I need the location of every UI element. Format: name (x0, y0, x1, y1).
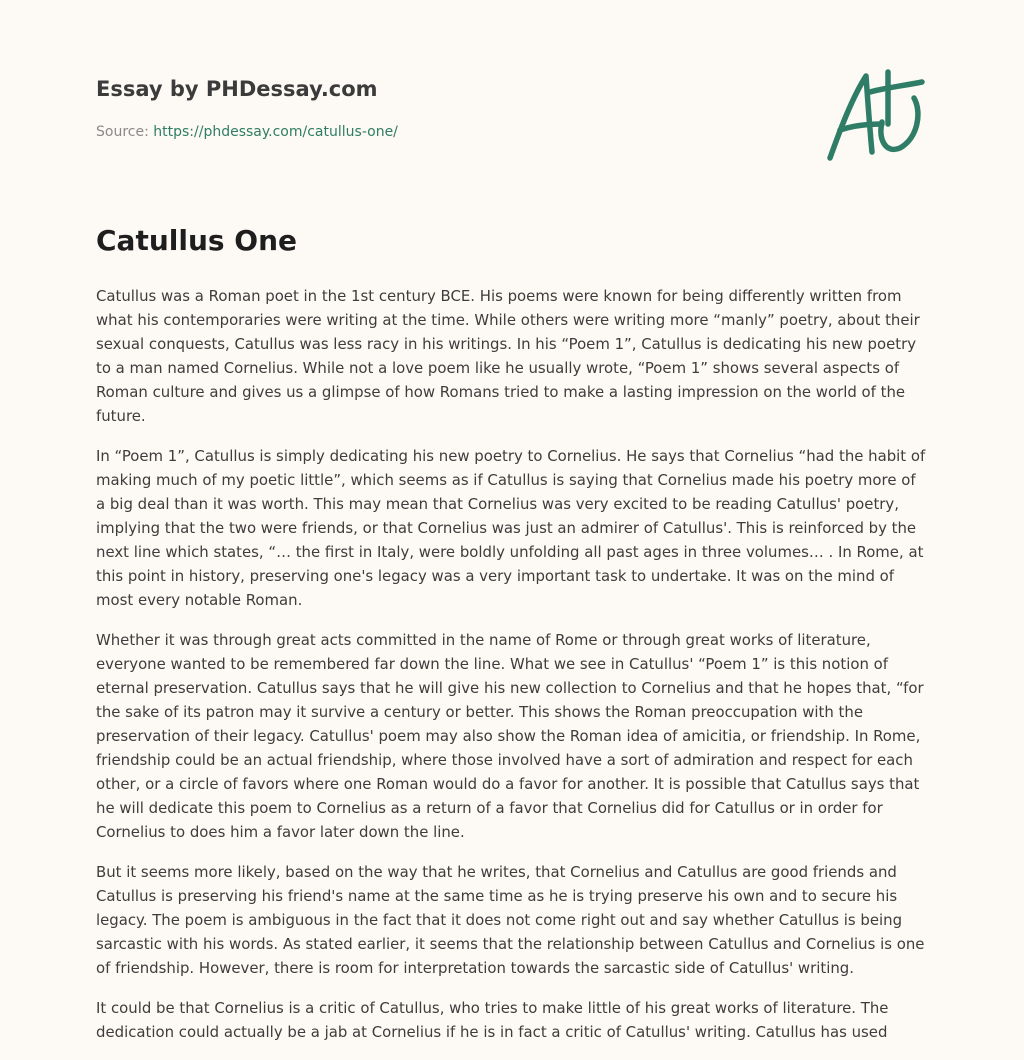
paragraph: But it seems more likely, based on the way that he writes, that Cornelius and Catullus are good friends and Catullus is preserving his friend's name at the same time as he is trying preserve his own and to secure his legacy. The poem is ambiguous in the fact that it does not come right out and say whether Catullus is being sarcastic with his words. As stated earlier, it seems that the relationship between Catullus and Cornelius is one of friendship. However, there is room for interpretation towards the sarcastic side of Catullus' writing. (96, 863, 925, 977)
essay-title: Catullus One (96, 224, 298, 257)
paragraph: It could be that Cornelius is a critic of Catullus, who tries to make little of his great works of literature. The dedication could actually be a jab at Cornelius if he is in fact a critic of Catullus' writing. Catullus has used (96, 999, 889, 1041)
paragraph: Whether it was through great acts committed in the name of Rome or through great works of literature, everyone wanted to be remembered far down the line. What we see in Catullus' “Poem 1” is this notion of eternal preservation. Catullus says that he will give his new collection to Cornelius and that he hopes that, “for the sake of its patron may it survive a century or better. This shows the Roman preoccupation with the preservation of their legacy. Catullus' poem may also show the Roman idea of amicitia, or friendship. In Rome, friendship could be an actual friendship, where those involved have a sort of admiration and respect for each other, or a circle of favors where one Roman would do a favor for another. It is possible that Catullus says that he will dedicate this poem to Cornelius as a return of a favor that Cornelius did for Catullus or in order for Cornelius to does him a favor later down the line. (96, 631, 924, 841)
paragraph: In “Poem 1”, Catullus is simply dedicating his new poetry to Cornelius. He says that Cornelius “had the habit of making much of my poetic little”, which seems as if Catullus is saying that Cornelius made his poetry more of a big deal than it was worth. This may mean that Cornelius was very excited to be reading Catullus' poetry, implying that the two were friends, or that Cornelius was just an admirer of Catullus'. This is reinforced by the next line which states, “… the first in Italy, were boldly unfolding all past ages in three volumes… . In Rome, at this point in history, preserving one's legacy was a very important task to undertake. It was on the mind of most every notable Roman. (96, 447, 926, 609)
source-line (96, 124, 398, 140)
a-plus-logo-icon (826, 68, 926, 164)
essay-body (96, 284, 926, 1060)
source-link[interactable]: https://phdessay.com/catullus-one/ (153, 124, 398, 140)
site-brand: Essay by PHDessay.com (96, 77, 378, 101)
paragraph: Catullus was a Roman poet in the 1st century BCE. His poems were known for being differently written from what his contemporaries were writing at the time. While others were writing more “manly” poetry, about their sexual conquests, Catullus was less racy in his writings. In his “Poem 1”, Catullus is dedicating his new poetry to a man named Cornelius. While not a love poem like he usually wrote, “Poem 1” shows several aspects of Roman culture and gives us a glimpse of how Romans tried to make a lasting impression on the world of the future. (96, 287, 920, 425)
source-label: Source: (96, 124, 149, 140)
